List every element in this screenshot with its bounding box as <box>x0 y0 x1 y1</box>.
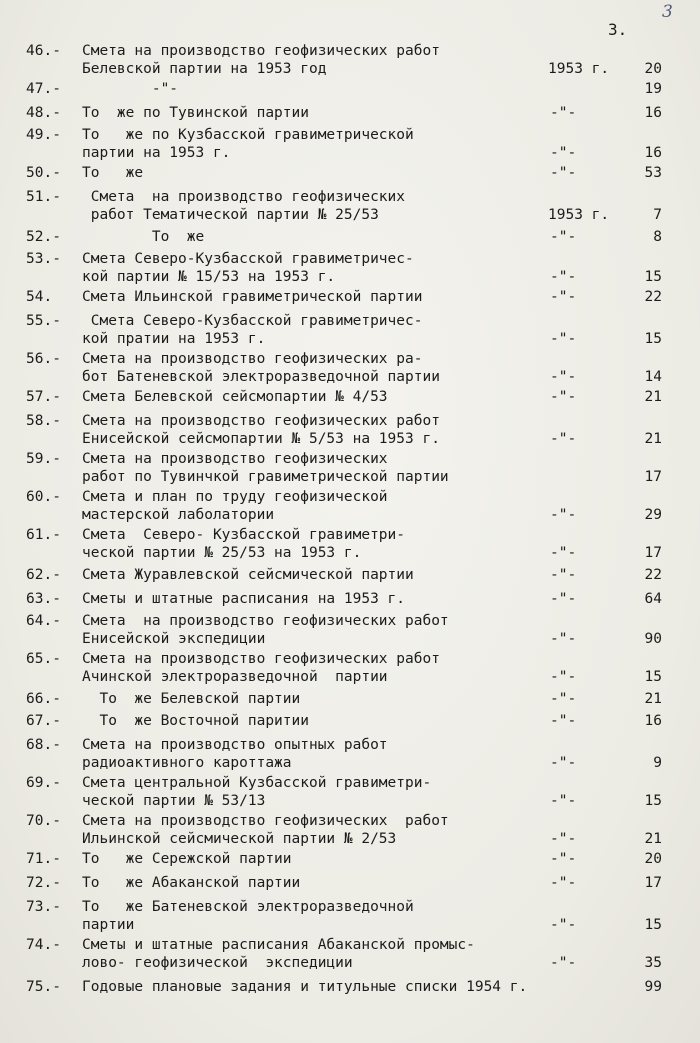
sheet-count: 15 <box>644 269 662 285</box>
ditto-mark: -"- <box>550 165 577 181</box>
entry-item <box>0 312 700 348</box>
entry-title-line: бот Батеневской электроразведочной партии <box>82 369 440 385</box>
sheet-count: 29 <box>644 507 662 523</box>
archive-mark: 3 <box>662 2 673 22</box>
ditto-mark: -"- <box>550 691 577 707</box>
entry-title-line: Смета Северо-Кузбасской гравиметричес- <box>82 313 423 329</box>
ditto-mark: -"- <box>550 875 577 891</box>
ditto-mark: -"- <box>550 851 577 867</box>
entry-item <box>0 526 700 562</box>
entry-title-line: Смета на производство геофизических работ <box>82 813 449 829</box>
entry-title-line: ческой партии № 53/13 <box>82 793 266 809</box>
ditto-mark: -"- <box>550 669 577 685</box>
entry-number: 50.- <box>26 165 61 181</box>
sheet-count: 17 <box>644 875 662 891</box>
entry-item <box>0 712 700 730</box>
ditto-mark: -"- <box>550 955 577 971</box>
entry-number: 49.- <box>26 127 61 143</box>
ditto-mark: -"- <box>550 713 577 729</box>
entry-title-line: То же Сережской партии <box>82 851 292 867</box>
sheet-count: 19 <box>644 81 662 97</box>
ditto-mark: -"- <box>550 917 577 933</box>
ditto-mark: -"- <box>550 229 577 245</box>
entry-number: 66.- <box>26 691 61 707</box>
entry-item <box>0 936 700 972</box>
entry-item <box>0 566 700 584</box>
ditto-mark: -"- <box>550 545 577 561</box>
entry-title-line: мастерской лаболатории <box>82 507 275 523</box>
entry-item <box>0 612 700 648</box>
entry-number: 67.- <box>26 713 61 729</box>
ditto-mark: -"- <box>550 793 577 809</box>
sheet-count: 21 <box>644 431 662 447</box>
sheet-count: 7 <box>653 207 662 223</box>
entry-number: 56.- <box>26 351 61 367</box>
entry-item <box>0 104 700 122</box>
entry-number: 70.- <box>26 813 61 829</box>
ditto-mark: -"- <box>550 389 577 405</box>
sheet-count: 20 <box>644 61 662 77</box>
entry-item <box>0 126 700 162</box>
entry-title-line: Смета на производство геофизических работ <box>82 613 449 629</box>
entry-item <box>0 898 700 934</box>
entry-number: 74.- <box>26 937 61 953</box>
ditto-mark: -"- <box>550 631 577 647</box>
entry-number: 59.- <box>26 451 61 467</box>
sheet-count: 22 <box>644 289 662 305</box>
ditto-mark: -"- <box>550 755 577 771</box>
entry-title-line: Годовые плановые задания и титульные списки 1954 г. <box>82 979 528 995</box>
entry-item <box>0 978 700 996</box>
entry-number: 73.- <box>26 899 61 915</box>
sheet-count: 99 <box>644 979 662 995</box>
ditto-mark: -"- <box>550 507 577 523</box>
entry-title-line: Смета Журавлевской сейсмической партии <box>82 567 414 583</box>
entry-number: 68.- <box>26 737 61 753</box>
entry-item <box>0 288 700 306</box>
ditto-mark: -"- <box>550 145 577 161</box>
ditto-mark: -"- <box>550 591 577 607</box>
entry-number: 55.- <box>26 313 61 329</box>
ditto-mark: -"- <box>550 289 577 305</box>
entry-title-line: партии <box>82 917 135 933</box>
ditto-mark: -"- <box>550 369 577 385</box>
sheet-count: 90 <box>644 631 662 647</box>
entry-title-line: Смета на производство геофизических работ <box>82 43 440 59</box>
entry-number: 58.- <box>26 413 61 429</box>
entry-item <box>0 188 700 224</box>
ditto-mark: -"- <box>550 331 577 347</box>
entry-number: 71.- <box>26 851 61 867</box>
sheet-count: 21 <box>644 691 662 707</box>
sheet-count: 64 <box>644 591 662 607</box>
entry-item <box>0 774 700 810</box>
entry-number: 47.- <box>26 81 61 97</box>
entry-item <box>0 80 700 98</box>
ditto-mark: -"- <box>550 269 577 285</box>
sheet-count: 17 <box>644 545 662 561</box>
entry-item <box>0 650 700 686</box>
entry-year: 1953 г. <box>548 61 610 77</box>
entry-title-line: работ по Тувинчкой гравиметрической партии <box>82 469 449 485</box>
entry-title-line: Смета и план по труду геофизической <box>82 489 388 505</box>
entry-title-line: Ильинской сейсмической партии № 2/53 <box>82 831 397 847</box>
entry-title-line: То же Батеневской электроразведочной <box>82 899 414 915</box>
sheet-count: 15 <box>644 331 662 347</box>
entry-item <box>0 250 700 286</box>
sheet-count: 17 <box>644 469 662 485</box>
entry-title-line: Смета Северо- Кузбасской гравиметри- <box>82 527 406 543</box>
entry-number: 52.- <box>26 229 61 245</box>
entry-number: 60.- <box>26 489 61 505</box>
sheet-count: 15 <box>644 917 662 933</box>
entry-item <box>0 228 700 246</box>
entry-item <box>0 164 700 182</box>
entry-item <box>0 736 700 772</box>
entry-title-line: Смета на производство геофизических <box>82 189 406 205</box>
entry-item <box>0 412 700 448</box>
entry-title-line: Смета на производство геофизических работ <box>82 651 440 667</box>
entry-title-line: Смета Ильинской гравиметрической партии <box>82 289 423 305</box>
sheet-count: 20 <box>644 851 662 867</box>
sheet-count: 22 <box>644 567 662 583</box>
entry-title-line: кой пратии на 1953 г. <box>82 331 266 347</box>
entry-title-line: Белевской партии на 1953 год <box>82 61 327 77</box>
entry-item <box>0 812 700 848</box>
entry-title-line: То же Белевской партии <box>82 691 301 707</box>
sheet-count: 15 <box>644 793 662 809</box>
entry-year: 1953 г. <box>548 207 610 223</box>
entry-number: 63.- <box>26 591 61 607</box>
entry-title-line: Енисейской сейсмопартии № 5/53 на 1953 г. <box>82 431 440 447</box>
sheet-count: 8 <box>653 229 662 245</box>
entry-title-line: Смета на производство опытных работ <box>82 737 388 753</box>
entry-title-line: Смета Северо-Кузбасской гравиметричес- <box>82 251 414 267</box>
entry-title-line: То же по Тувинской партии <box>82 105 309 121</box>
entry-number: 62.- <box>26 567 61 583</box>
entry-title-line: То же Восточной паритии <box>82 713 309 729</box>
entry-title-line: Сметы и штатные расписания на 1953 г. <box>82 591 406 607</box>
sheet-count: 16 <box>644 713 662 729</box>
entry-title-line: партии на 1953 г. <box>82 145 231 161</box>
sheet-count: 9 <box>653 755 662 771</box>
entry-number: 46.- <box>26 43 61 59</box>
ditto-mark: -"- <box>550 831 577 847</box>
entry-number: 72.- <box>26 875 61 891</box>
entry-number: 54. <box>26 289 53 305</box>
entry-title-line: лово- геофизической экспедиции <box>82 955 353 971</box>
sheet-count: 53 <box>644 165 662 181</box>
entry-title-line: -"- <box>82 81 179 97</box>
entry-title-line: кой партии № 15/53 на 1953 г. <box>82 269 336 285</box>
entry-number: 57.- <box>26 389 61 405</box>
entry-number: 65.- <box>26 651 61 667</box>
ditto-mark: -"- <box>550 567 577 583</box>
ditto-mark: -"- <box>550 105 577 121</box>
entry-number: 53.- <box>26 251 61 267</box>
entry-item <box>0 488 700 524</box>
entry-item <box>0 850 700 868</box>
page-number: 3. <box>608 20 628 39</box>
sheet-count: 21 <box>644 831 662 847</box>
entry-title-line: Сметы и штатные расписания Абаканской промыс- <box>82 937 475 953</box>
entry-number: 51.- <box>26 189 61 205</box>
sheet-count: 35 <box>644 955 662 971</box>
entry-title-line: Смета Белевской сейсмопартии № 4/53 <box>82 389 388 405</box>
entry-title-line: Енисейской экспедиции <box>82 631 266 647</box>
entry-item <box>0 350 700 386</box>
entry-title-line: радиоактивного кароттажа <box>82 755 292 771</box>
entry-item <box>0 42 700 78</box>
entry-title-line: Смета на производство геофизических <box>82 451 388 467</box>
entry-title-line: То же Абаканской партии <box>82 875 301 891</box>
entry-item <box>0 590 700 608</box>
entry-item <box>0 690 700 708</box>
entry-title-line: Смета на производство геофизических работ <box>82 413 440 429</box>
entry-title-line: Смета центральной Кузбасской гравиметри- <box>82 775 432 791</box>
entry-number: 75.- <box>26 979 61 995</box>
sheet-count: 16 <box>644 105 662 121</box>
entry-number: 69.- <box>26 775 61 791</box>
entry-item <box>0 874 700 892</box>
sheet-count: 14 <box>644 369 662 385</box>
entry-title-line: работ Тематической партии № 25/53 <box>82 207 379 223</box>
entry-number: 61.- <box>26 527 61 543</box>
sheet-count: 21 <box>644 389 662 405</box>
entry-title-line: То же <box>82 165 144 181</box>
entry-item <box>0 450 700 486</box>
entry-title-line: Смета на производство геофизических ра- <box>82 351 423 367</box>
entry-item <box>0 388 700 406</box>
entry-number: 48.- <box>26 105 61 121</box>
sheet-count: 15 <box>644 669 662 685</box>
entry-title-line: ческой партии № 25/53 на 1953 г. <box>82 545 362 561</box>
entry-title-line: Ачинской электроразведочной партии <box>82 669 388 685</box>
entry-title-line: То же <box>82 229 205 245</box>
sheet-count: 16 <box>644 145 662 161</box>
entry-title-line: То же по Кузбасской гравиметрической <box>82 127 414 143</box>
ditto-mark: -"- <box>550 431 577 447</box>
entry-number: 64.- <box>26 613 61 629</box>
